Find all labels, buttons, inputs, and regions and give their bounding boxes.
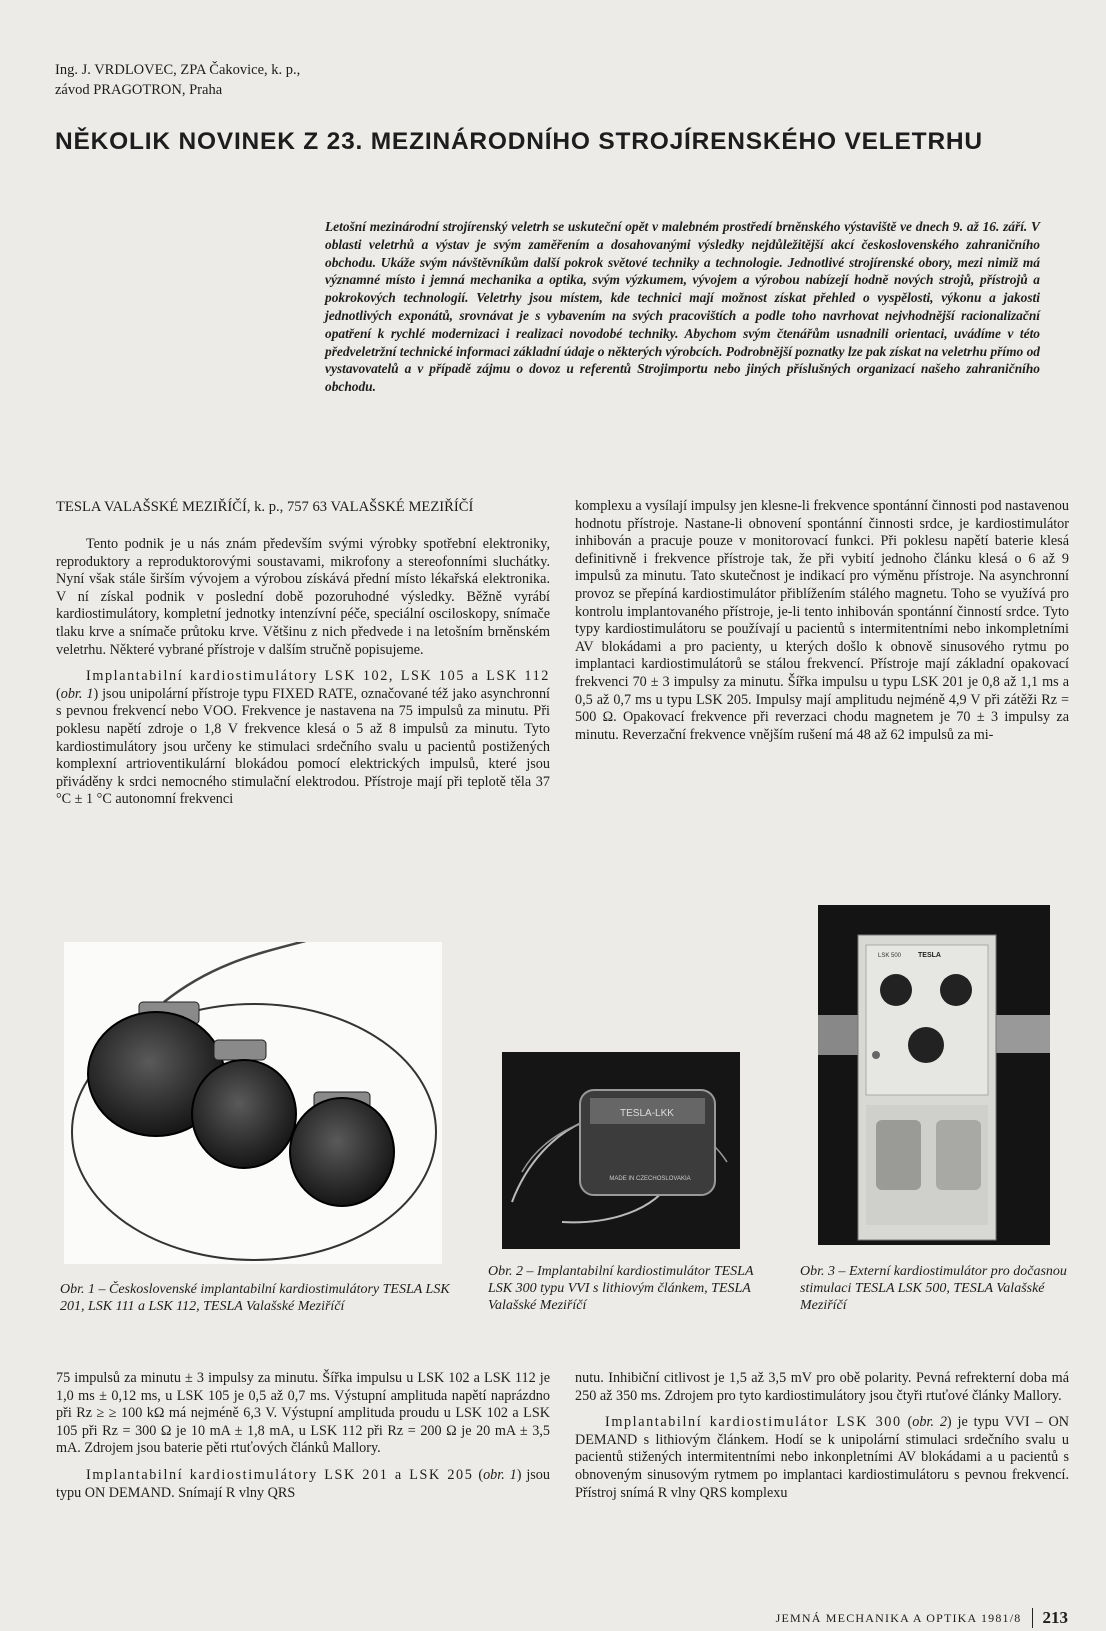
paragraph: Implantabilní kardiostimulátory LSK 201 a LSK 205 (obr. 1) jsou typu ON DEMAND. Snímají R vlny QRS (56, 1466, 550, 1501)
figure-2-caption: Obr. 2 – Implantabilní kardiostimulátor TESLA LSK 300 typu VVI s lithiovým článkem, TESLA Valašské Meziříčí (488, 1264, 754, 1313)
paragraph: 75 impulsů za minutu ± 3 impulsy za minutu. Šířka impulsu u LSK 102 a LSK 112 je 1,0 ms ± 0,12 ms, u LSK 105 je 0,5 až 0,7 ms. Výstupní amplituda napětí naprázdno při Rz ≥ ≥ 100 kΩ má nejméně 6,3 V. Výstupní amplituda proudu u LSK 102 a LSK 105 při Rz = 300 Ω je 10 mA ± 1,8 mA, u LSK 112 při Rz = 200 Ω je 20 mA ± 3,5 mA. Zdrojem jsou baterie pěti rtuťových článků Mallory. (56, 1370, 550, 1457)
column-4 (575, 1370, 1069, 1502)
intro-paragraph: Letošní mezinárodní strojírenský veletrh se uskuteční opět v malebném prostředí brněnského výstaviště ve dnech 9. až 16. září. V oblasti veletrhů a výstav je svým zaměřením a dosahovanými výsledky nejdůležitější akcí československého zahraničního obchodu. Ukáže svým návštěvníkům další pokrok světové techniky a technologie. Jednotlivé strojírenské obory, mezi nimiž má významné místo i jemná mechanika a optika, svým výzkumem, vývojem a výrobou nabízejí hodně nových strojů, přístrojů a pokrokových technologií. Veletrhy jsou místem, kde technici mají možnost získat přehled o vyspělosti, výkonu a jakosti jednotlivých exponátů, srovnávat je s vybavením na svých pracovištích a podle toho navrhovat nejvhodnější racionalizační opatření k rychlé modernizaci i realizaci novodobé techniky. Abychom svým čtenářům usnadnili orientaci, uvádíme v této předveletržní technické informaci základní údaje o některých výrobcích. Podrobnější poznatky lze pak získat na veletrhu přímo od vystavovatelů a v případě zájmu o dovoz u referentů Strojimportu nebo jiných příslušných organizací našeho zahraničního obchodu. (325, 219, 1040, 395)
journal-name: JEMNÁ MECHANIKA A OPTIKA 1981/8 (775, 1610, 1022, 1625)
dial-center (908, 1027, 944, 1063)
section-heading: TESLA VALAŠSKÉ MEZIŘÍČÍ, k. p., 757 63 VALAŠSKÉ MEZIŘÍČÍ (56, 499, 474, 515)
footer-divider (1032, 1608, 1033, 1628)
paragraph: Implantabilní kardiostimulátor LSK 300 (obr. 2) je typu VVI – ON DEMAND s lithiovým článkem. Hodí se k unipolární stimulaci srdečního svalu u pacientů stižených intermitentními nebo inkonpletními AV blokádami a u pacientů s obnoveným sinusovým rytmem po implantaci kardiostimulátoru s pevnou frekvencí. Přístroj snímá R vlny QRS komplexu (575, 1414, 1069, 1501)
figure-2-photo (502, 1052, 740, 1249)
figure-ref: obr. 2 (912, 1414, 947, 1431)
paragraph: nutu. Inhibiční citlivost je 1,5 až 3,5 mV pro obě polarity. Pevná refrekterní doba má 250 až 350 ms. Zdrojem pro tyto kardiostimulátory jsou čtyři rtuťové články Mallory. (575, 1370, 1069, 1404)
figure-ref: obr. 1 (483, 1466, 517, 1483)
spaced-lead: Implantabilní kardiostimulátory LSK 102, LSK 105 a LSK 112 (86, 668, 550, 685)
pacemaker-3 (290, 1092, 394, 1206)
device-label: TESLA-LKK (620, 1108, 674, 1119)
origin-label: MADE IN CZECHOSLOVAKIA (609, 1176, 691, 1182)
paragraph: komplexu a vysílají impulsy jen klesne-li frekvence spontánní činnosti pod nastavenou hodnotu přístroje. Nastane-li obnovení spontánní činnosti srdce, je kardiostimulátor inhibován a pracuje pouze v monitorovací funkci. Při poklesu napětí baterie klesá definitivně i frekvence přístroje tak, že při vybití jednoho článku klesá o 6 až 9 impulsů za minutu. Tato skutečnost je indikací pro výměnu přístroje. Na asynchronní provoz se přepíná kardiostimulátor přiblížením stálého magnetu. Toho se využívá pro kontrolu implantovaného přístroje, je-li tento inhibován spontánní činností srdce. Tyto typy kardiostimulátoru se používají u pacientů s intermitentními nebo inkompletními AV blokádami a pro pacienty, u kterých došlo k obnově sinusového rytmu po implantaci kardiostimulátorů se stálou frekvencí. Přístroje mají základní opakovací frekvenci 70 ± 3 impulsy za minutu. Šířka impulsu u typu LSK 201 je 0,8 až 1,1 ms a 0,5 až 0,7 ms u typu LSK 205. Impulsy mají amplitudu nejméně 4,9 V při zátěži Rz = 500 Ω. Opakovací frekvence při reverzaci chodu magnetem je 70 ± 3 impulsy za minutu. Reverzační frekvence vnějším rušení má 48 až 62 impulsů za mi- (575, 498, 1069, 743)
article-title: NĚKOLIK NOVINEK Z 23. MEZINÁRODNÍHO STROJÍRENSKÉHO VELETRHU (55, 128, 983, 155)
figure-3-photo (818, 905, 1050, 1245)
lead-wire-end (164, 942, 309, 1002)
paragraph: Tento podnik je u nás znám především svými výrobky spotřební elektroniky, reproduktory a reproduktorovými soustavami, mikrofony a stereofonními sluchátky. Nyní však stále širším vývojem a výrobou získává přední místo lékařská elektronika. V ní získal podnik v poslední době pozoruhodné výsledky. Běžně vyrábí kardiostimulátory, kompletní jednotky intenzívní péče, speciální osciloskopy, snímače tlaku krve a snímače průtoku krve. Většinu z nich předvede i na letošním brněnském veletrhu. Některé vybrané přístroje v dalším stručně popisujeme. (56, 536, 550, 658)
column-3 (56, 1370, 550, 1502)
brand-label: TESLA (918, 952, 941, 959)
spaced-lead: Implantabilní kardiostimulátory LSK 201 a LSK 205 (86, 1466, 474, 1483)
model-label: LSK 500 (878, 953, 902, 959)
page-number: 213 (1042, 1608, 1068, 1627)
battery-left (876, 1120, 921, 1190)
dial-right (940, 974, 972, 1006)
figure-ref: obr. 1 (60, 685, 94, 702)
battery-right (936, 1120, 981, 1190)
paragraph-text: je typu VVI – ON DEMAND s lithiovým článkem. Hodí se k unipolární stimulaci srdečního svalu u pacientů stižených intermitentními nebo inkonpletními AV blokádami a u pacientů s obnoveným sinusovým rytmem po implantaci kardiostimulátoru s pevnou frekvencí. Přístroj snímá R vlny QRS komplexu (575, 1414, 1069, 1501)
page-footer (776, 1608, 1068, 1628)
paragraph: Implantabilní kardiostimulátory LSK 102, LSK 105 a LSK 112 (obr. 1) jsou unipolární přístroje typu FIXED RATE, označované též jako asynchronní s pevnou frekvencí nebo VOO. Frekvence je nastavena na 75 impulsů za minutu. Při poklesu napětí zdroje o 1,8 V frekvence klesá o 5 až 8 impulsů za minutu. Tyto kardiostimulátory jsou určeny ke stimulaci srdečního svalu u pacientů postižených komplexní artrioventikulární blokádou pomocí elektrických impulsů, které jsou přiváděny k srdci nemocného stimulační elektrodou. Přístroje mají při teplotě těla 37 °C ± 1 °C autonomní frekvenci (56, 668, 550, 808)
column-2 (575, 498, 1069, 744)
paragraph-text: jsou typu ON DEMAND. Snímají R vlny QRS (56, 1466, 550, 1501)
spaced-lead: Implantabilní kardiostimulátor LSK 300 (605, 1414, 902, 1431)
figure-3-caption: Obr. 3 – Externí kardiostimulátor pro dočasnou stimulaci TESLA LSK 500, TESLA Valašské Meziříčí (800, 1264, 1067, 1313)
author-block (55, 60, 300, 100)
figure-1-photo (64, 942, 442, 1264)
author-line-2: závod PRAGOTRON, Praha (55, 82, 223, 98)
author-line-1: Ing. J. VRDLOVEC, ZPA Čakovice, k. p., (55, 62, 301, 78)
dial-left (880, 974, 912, 1006)
column-1 (56, 498, 550, 809)
figure-1-caption: Obr. 1 – Československé implantabilní kardiostimulátory TESLA LSK 201, LSK 111 a LSK 112, TESLA Valašské Meziříčí (60, 1282, 450, 1314)
paragraph-text: jsou unipolární přístroje typu FIXED RATE, označované též jako asynchronní s pevnou frekvencí nebo VOO. Frekvence je nastavena na 75 impulsů za minutu. Při poklesu napětí zdroje o 1,8 V frekvence klesá o 5 až 8 impulsů za minutu. Tyto kardiostimulátory jsou určeny ke stimulaci srdečního svalu u pacientů postižených komplexní artrioventikulární blokádou pomocí elektrických impulsů, které jsou přiváděny k srdci nemocného stimulační elektrodou. Přístroje mají při teplotě těla 37 °C ± 1 °C autonomní frekvenci (56, 685, 550, 808)
